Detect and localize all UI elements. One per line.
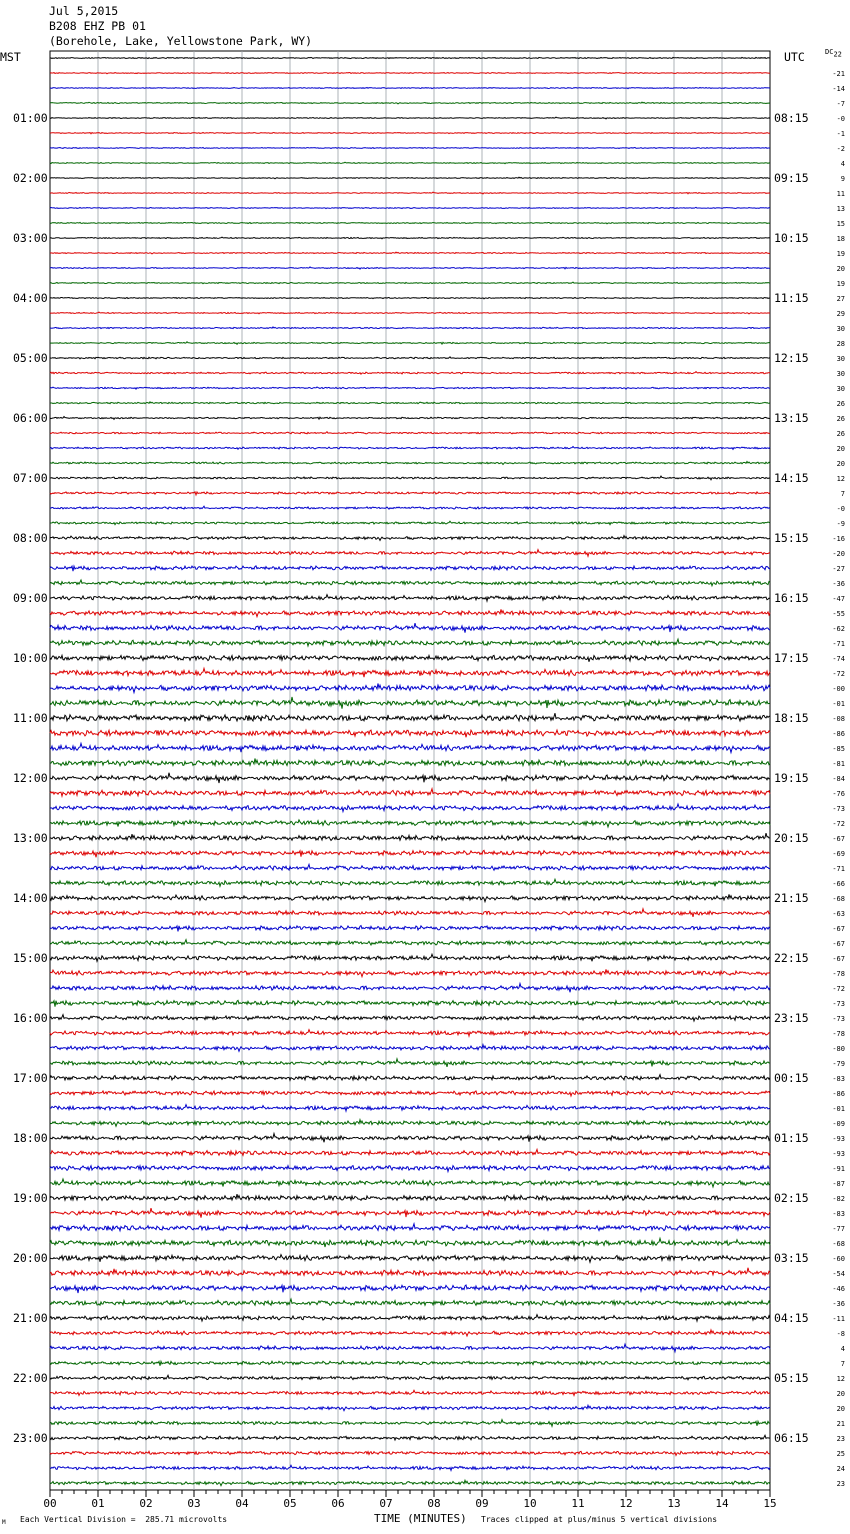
trace-line	[50, 133, 770, 134]
right-hour-label: 00:15	[774, 1071, 809, 1085]
dc-offset-label: -78	[832, 970, 845, 978]
x-tick-label: 04	[235, 1497, 249, 1510]
dc-offset-label: 25	[836, 1450, 845, 1458]
dc-offset-label: 28	[836, 340, 845, 348]
trace-line	[50, 476, 770, 480]
dc-offset-label: 13	[836, 205, 845, 213]
trace-line	[50, 940, 770, 945]
trace-line	[50, 298, 770, 299]
left-hour-label: 17:00	[13, 1071, 48, 1085]
right-hour-label: 03:15	[774, 1251, 809, 1265]
x-tick-label: 15	[763, 1497, 777, 1510]
dc-offset-label: -91	[832, 1165, 845, 1173]
dc-offset-label: -21	[832, 70, 845, 78]
trace-line	[50, 909, 770, 917]
trace-line	[50, 580, 770, 586]
trace-line	[50, 192, 770, 194]
trace-line	[50, 833, 770, 840]
dc-offset-label: -85	[832, 745, 845, 753]
left-hour-label: 06:00	[13, 411, 48, 425]
trace-line	[50, 969, 770, 976]
x-tick-label: 09	[475, 1497, 489, 1510]
dc-offset-label: -93	[832, 1135, 845, 1143]
dc-offset-label: -2	[836, 145, 845, 153]
trace-line	[50, 1091, 770, 1096]
trace-line	[50, 879, 770, 886]
trace-line	[50, 387, 770, 389]
dc-offset-label: -0	[836, 115, 845, 123]
trace-line	[50, 1105, 770, 1111]
dc-offset-label: -20	[832, 550, 845, 558]
dc-offset-label: -67	[832, 955, 845, 963]
dc-offset-label: 20	[836, 265, 845, 273]
dc-offset-label: -82	[832, 1195, 845, 1203]
dc-offset-label: -01	[832, 700, 845, 708]
trace-line	[50, 282, 770, 284]
x-tick-label: 06	[331, 1497, 345, 1510]
scale-note: Each Vertical Division = 285.71 microvolts	[20, 1515, 228, 1524]
trace-line	[50, 207, 770, 208]
dc-offset-label: 30	[836, 385, 845, 393]
right-hour-label: 18:15	[774, 711, 809, 725]
dc-offset-label: 7	[840, 1360, 845, 1368]
left-hour-label: 03:00	[13, 231, 48, 245]
trace-line	[50, 1420, 770, 1427]
dc-offset-label: -60	[832, 1255, 845, 1263]
trace-line	[50, 984, 770, 993]
left-hour-label: 10:00	[13, 651, 48, 665]
trace-line	[50, 372, 770, 375]
right-hour-label: 05:15	[774, 1371, 809, 1385]
dc-offset-label: 11	[836, 190, 845, 198]
dc-offset-label: -84	[832, 775, 845, 783]
trace-line	[50, 713, 770, 721]
dc-offset-label: 7	[840, 490, 845, 498]
dc-offset-label: 18	[836, 235, 845, 243]
trace-line	[50, 237, 770, 239]
trace-line	[50, 609, 770, 616]
trace-line	[50, 357, 770, 359]
trace-line	[50, 1015, 770, 1021]
right-hour-label: 21:15	[774, 891, 809, 905]
dc-offset-label: -78	[832, 1030, 845, 1038]
trace-line	[50, 102, 770, 104]
x-tick-label: 11	[571, 1497, 585, 1510]
right-hour-label: 06:15	[774, 1431, 809, 1445]
right-hour-label: 13:15	[774, 411, 809, 425]
trace-line	[50, 623, 770, 633]
trace-line	[50, 684, 770, 693]
dc-offset-label: 30	[836, 370, 845, 378]
x-tick-label: 05	[283, 1497, 297, 1510]
dc-offset-label: 19	[836, 280, 845, 288]
trace-line	[50, 1451, 770, 1455]
dc-offset-label: 30	[836, 355, 845, 363]
dc-offset-label: -67	[832, 925, 845, 933]
dc-offset-label: 30	[836, 325, 845, 333]
trace-line	[50, 1255, 770, 1263]
dc-offset-label: -14	[832, 85, 845, 93]
x-tick-label: 08	[427, 1497, 441, 1510]
dc-offset-label: -73	[832, 1000, 845, 1008]
trace-line	[50, 759, 770, 766]
dc-offset-label: -80	[832, 1045, 845, 1053]
right-hour-label: 19:15	[774, 771, 809, 785]
dc-offset-label: -76	[832, 790, 845, 798]
trace-line	[50, 1075, 770, 1081]
dc-offset-label: -09	[832, 1120, 845, 1128]
dc-offset-label: 26	[836, 400, 845, 408]
left-hour-label: 21:00	[13, 1311, 48, 1325]
x-tick-label: 10	[523, 1497, 537, 1510]
left-hour-label: 14:00	[13, 891, 48, 905]
dc-offset-label: -73	[832, 805, 845, 813]
dc-offset-label: -86	[832, 730, 845, 738]
dc-offset-label: 20	[836, 1405, 845, 1413]
dc-offset-label: -11	[832, 1315, 845, 1323]
x-axis-title: TIME (MINUTES)	[374, 1512, 467, 1525]
trace-line	[50, 1149, 770, 1155]
dc-offset-label: -69	[832, 850, 845, 858]
dc-offset-label: -83	[832, 1210, 845, 1218]
dc-offset-label: -67	[832, 835, 845, 843]
left-hour-label: 08:00	[13, 531, 48, 545]
dc-offset-label: 19	[836, 250, 845, 258]
trace-line	[50, 1375, 770, 1379]
right-hour-label: 11:15	[774, 291, 809, 305]
dc-offset-label: -87	[832, 1180, 845, 1188]
trace-line	[50, 147, 770, 148]
trace-line	[50, 743, 770, 752]
trace-line	[50, 417, 770, 420]
dc-offset-label: 20	[836, 445, 845, 453]
dc-offset-label: 4	[840, 1345, 845, 1353]
trace-line	[50, 954, 770, 961]
dc-offset-label: -0	[836, 505, 845, 513]
trace-line	[50, 342, 770, 345]
trace-line	[50, 1179, 770, 1187]
dc-offset-label: 27	[836, 295, 845, 303]
dc-offset-label: -81	[832, 760, 845, 768]
trace-line	[50, 864, 770, 870]
trace-line	[50, 697, 770, 709]
trace-line	[50, 1030, 770, 1036]
left-hour-label: 07:00	[13, 471, 48, 485]
trace-line	[50, 462, 770, 465]
trace-line	[50, 1268, 770, 1276]
right-hour-label: 02:15	[774, 1191, 809, 1205]
trace-line	[50, 312, 770, 314]
left-hour-label: 20:00	[13, 1251, 48, 1265]
dc-offset-label: -71	[832, 865, 845, 873]
left-hour-label: 02:00	[13, 171, 48, 185]
trace-line	[50, 73, 770, 74]
trace-line	[50, 432, 770, 434]
trace-line	[50, 550, 770, 557]
left-hour-label: 04:00	[13, 291, 48, 305]
dc-offset-label: 23	[836, 1435, 845, 1443]
dc-offset-label: 29	[836, 310, 845, 318]
trace-line	[50, 566, 770, 571]
dc-offset-label: -68	[832, 895, 845, 903]
trace-line	[50, 57, 770, 58]
trace-line	[50, 222, 770, 223]
dc-offset-label: -8	[836, 1330, 845, 1338]
dc-offset-label: -1	[836, 130, 845, 138]
dc-offset-label: -54	[832, 1270, 845, 1278]
dc-offset-label: -08	[832, 715, 845, 723]
station-location: (Borehole, Lake, Yellowstone Park, WY)	[49, 34, 313, 48]
trace-line	[50, 1315, 770, 1321]
x-tick-label: 00	[43, 1497, 57, 1510]
trace-line	[50, 492, 770, 495]
corner-mark: M	[2, 1519, 6, 1526]
trace-line	[50, 1194, 770, 1200]
trace-line	[50, 1299, 770, 1305]
trace-line	[50, 668, 770, 677]
trace-line	[50, 1465, 770, 1470]
right-hour-label: 08:15	[774, 111, 809, 125]
x-tick-label: 02	[139, 1497, 153, 1510]
trace-line	[50, 177, 770, 179]
left-hour-label: 15:00	[13, 951, 48, 965]
right-hour-label: 04:15	[774, 1311, 809, 1325]
dc-offset-label: -68	[832, 1240, 845, 1248]
dc-offset-label: 23	[836, 1480, 845, 1488]
left-hour-label: 16:00	[13, 1011, 48, 1025]
trace-line	[50, 252, 770, 254]
dc-offset-label: 20	[836, 1390, 845, 1398]
dc-offset-label: -63	[832, 910, 845, 918]
dc-offset-label: -27	[832, 565, 845, 573]
dc-offset-label: -46	[832, 1285, 845, 1293]
trace-line	[50, 1344, 770, 1351]
dc-offset-label: -55	[832, 610, 845, 618]
dc-offset-label: 20	[836, 460, 845, 468]
trace-line	[50, 1480, 770, 1485]
right-hour-label: 17:15	[774, 651, 809, 665]
trace-line	[50, 1361, 770, 1366]
dc-offset-label: -72	[832, 985, 845, 993]
trace-line	[50, 1134, 770, 1143]
right-hour-label: 15:15	[774, 531, 809, 545]
dc-offset-label: -79	[832, 1060, 845, 1068]
trace-line	[50, 1285, 770, 1293]
dc-offset-label: -16	[832, 535, 845, 543]
trace-line	[50, 894, 770, 901]
trace-line	[50, 402, 770, 404]
dc-offset-label: -73	[832, 1015, 845, 1023]
dc-offset-label: 26	[836, 430, 845, 438]
dc-first-value: 22	[833, 50, 842, 59]
trace-line	[50, 1208, 770, 1218]
left-timezone-label: MST	[0, 50, 21, 64]
dc-offset-label: -74	[832, 655, 845, 663]
trace-line	[50, 88, 770, 89]
dc-offset-label: -71	[832, 640, 845, 648]
left-hour-label: 05:00	[13, 351, 48, 365]
right-timezone-label: UTC	[784, 50, 805, 64]
trace-line	[50, 447, 770, 450]
trace-line	[50, 1405, 770, 1410]
left-hour-label: 19:00	[13, 1191, 48, 1205]
trace-line	[50, 521, 770, 524]
plot-frame	[50, 51, 770, 1490]
dc-offset-label: -62	[832, 625, 845, 633]
trace-line	[50, 162, 770, 164]
left-hour-label: 12:00	[13, 771, 48, 785]
left-hour-label: 13:00	[13, 831, 48, 845]
trace-line	[50, 850, 770, 857]
dc-offset-label: -00	[832, 685, 845, 693]
trace-line	[50, 655, 770, 661]
x-tick-label: 01	[91, 1497, 105, 1510]
trace-line	[50, 1120, 770, 1127]
x-tick-label: 13	[667, 1497, 681, 1510]
trace-line	[50, 639, 770, 646]
trace-line	[50, 327, 770, 329]
dc-offset-label: 15	[836, 220, 845, 228]
dc-offset-label: -9	[836, 520, 845, 528]
clipping-note: Traces clipped at plus/minus 5 vertical divisions	[481, 1515, 718, 1524]
dc-offset-label: -7	[836, 100, 845, 108]
trace-line	[50, 804, 770, 812]
dc-label: DC	[825, 48, 834, 56]
dc-offset-label: 24	[836, 1465, 845, 1473]
right-hour-label: 10:15	[774, 231, 809, 245]
trace-line	[50, 773, 770, 783]
dc-offset-label: -47	[832, 595, 845, 603]
dc-offset-label: -66	[832, 880, 845, 888]
trace-line	[50, 267, 770, 269]
dc-offset-label: -93	[832, 1150, 845, 1158]
dc-offset-label: -77	[832, 1225, 845, 1233]
right-hour-label: 09:15	[774, 171, 809, 185]
dc-offset-label: 12	[836, 475, 845, 483]
x-tick-label: 03	[187, 1497, 201, 1510]
trace-line	[50, 117, 770, 119]
dc-offset-label: 12	[836, 1375, 845, 1383]
x-tick-label: 14	[715, 1497, 729, 1510]
dc-offset-label: -67	[832, 940, 845, 948]
dc-offset-label: -72	[832, 820, 845, 828]
right-hour-label: 23:15	[774, 1011, 809, 1025]
right-hour-label: 20:15	[774, 831, 809, 845]
left-hour-label: 18:00	[13, 1131, 48, 1145]
dc-offset-label: -36	[832, 580, 845, 588]
trace-line	[50, 730, 770, 737]
right-hour-label: 16:15	[774, 591, 809, 605]
trace-line	[50, 1045, 770, 1052]
right-hour-label: 22:15	[774, 951, 809, 965]
trace-line	[50, 1166, 770, 1172]
trace-line	[50, 1224, 770, 1231]
right-hour-label: 12:15	[774, 351, 809, 365]
right-hour-label: 01:15	[774, 1131, 809, 1145]
trace-line	[50, 789, 770, 796]
dc-offset-label: 9	[840, 175, 845, 183]
dc-offset-label: -72	[832, 670, 845, 678]
trace-line	[50, 536, 770, 541]
trace-line	[50, 820, 770, 827]
station-channel: B208 EHZ PB 01	[49, 19, 146, 33]
left-hour-label: 11:00	[13, 711, 48, 725]
dc-offset-label: -86	[832, 1090, 845, 1098]
trace-line	[50, 506, 770, 509]
trace-line	[50, 1435, 770, 1440]
left-hour-label: 01:00	[13, 111, 48, 125]
x-tick-label: 07	[379, 1497, 393, 1510]
left-hour-label: 22:00	[13, 1371, 48, 1385]
dc-offset-label: 4	[840, 160, 845, 168]
plot-date: Jul 5,2015	[49, 4, 119, 18]
dc-offset-label: 26	[836, 415, 845, 423]
dc-offset-label: -01	[832, 1105, 845, 1113]
trace-line	[50, 1330, 770, 1336]
trace-line	[50, 595, 770, 601]
left-hour-label: 09:00	[13, 591, 48, 605]
trace-line	[50, 926, 770, 932]
x-tick-label: 12	[619, 1497, 633, 1510]
dc-offset-label: 21	[836, 1420, 845, 1428]
dc-offset-label: -83	[832, 1075, 845, 1083]
trace-line	[50, 1390, 770, 1395]
right-hour-label: 14:15	[774, 471, 809, 485]
dc-offset-label: -36	[832, 1300, 845, 1308]
trace-line	[50, 1059, 770, 1067]
trace-line	[50, 1238, 770, 1247]
left-hour-label: 23:00	[13, 1431, 48, 1445]
trace-line	[50, 1000, 770, 1006]
